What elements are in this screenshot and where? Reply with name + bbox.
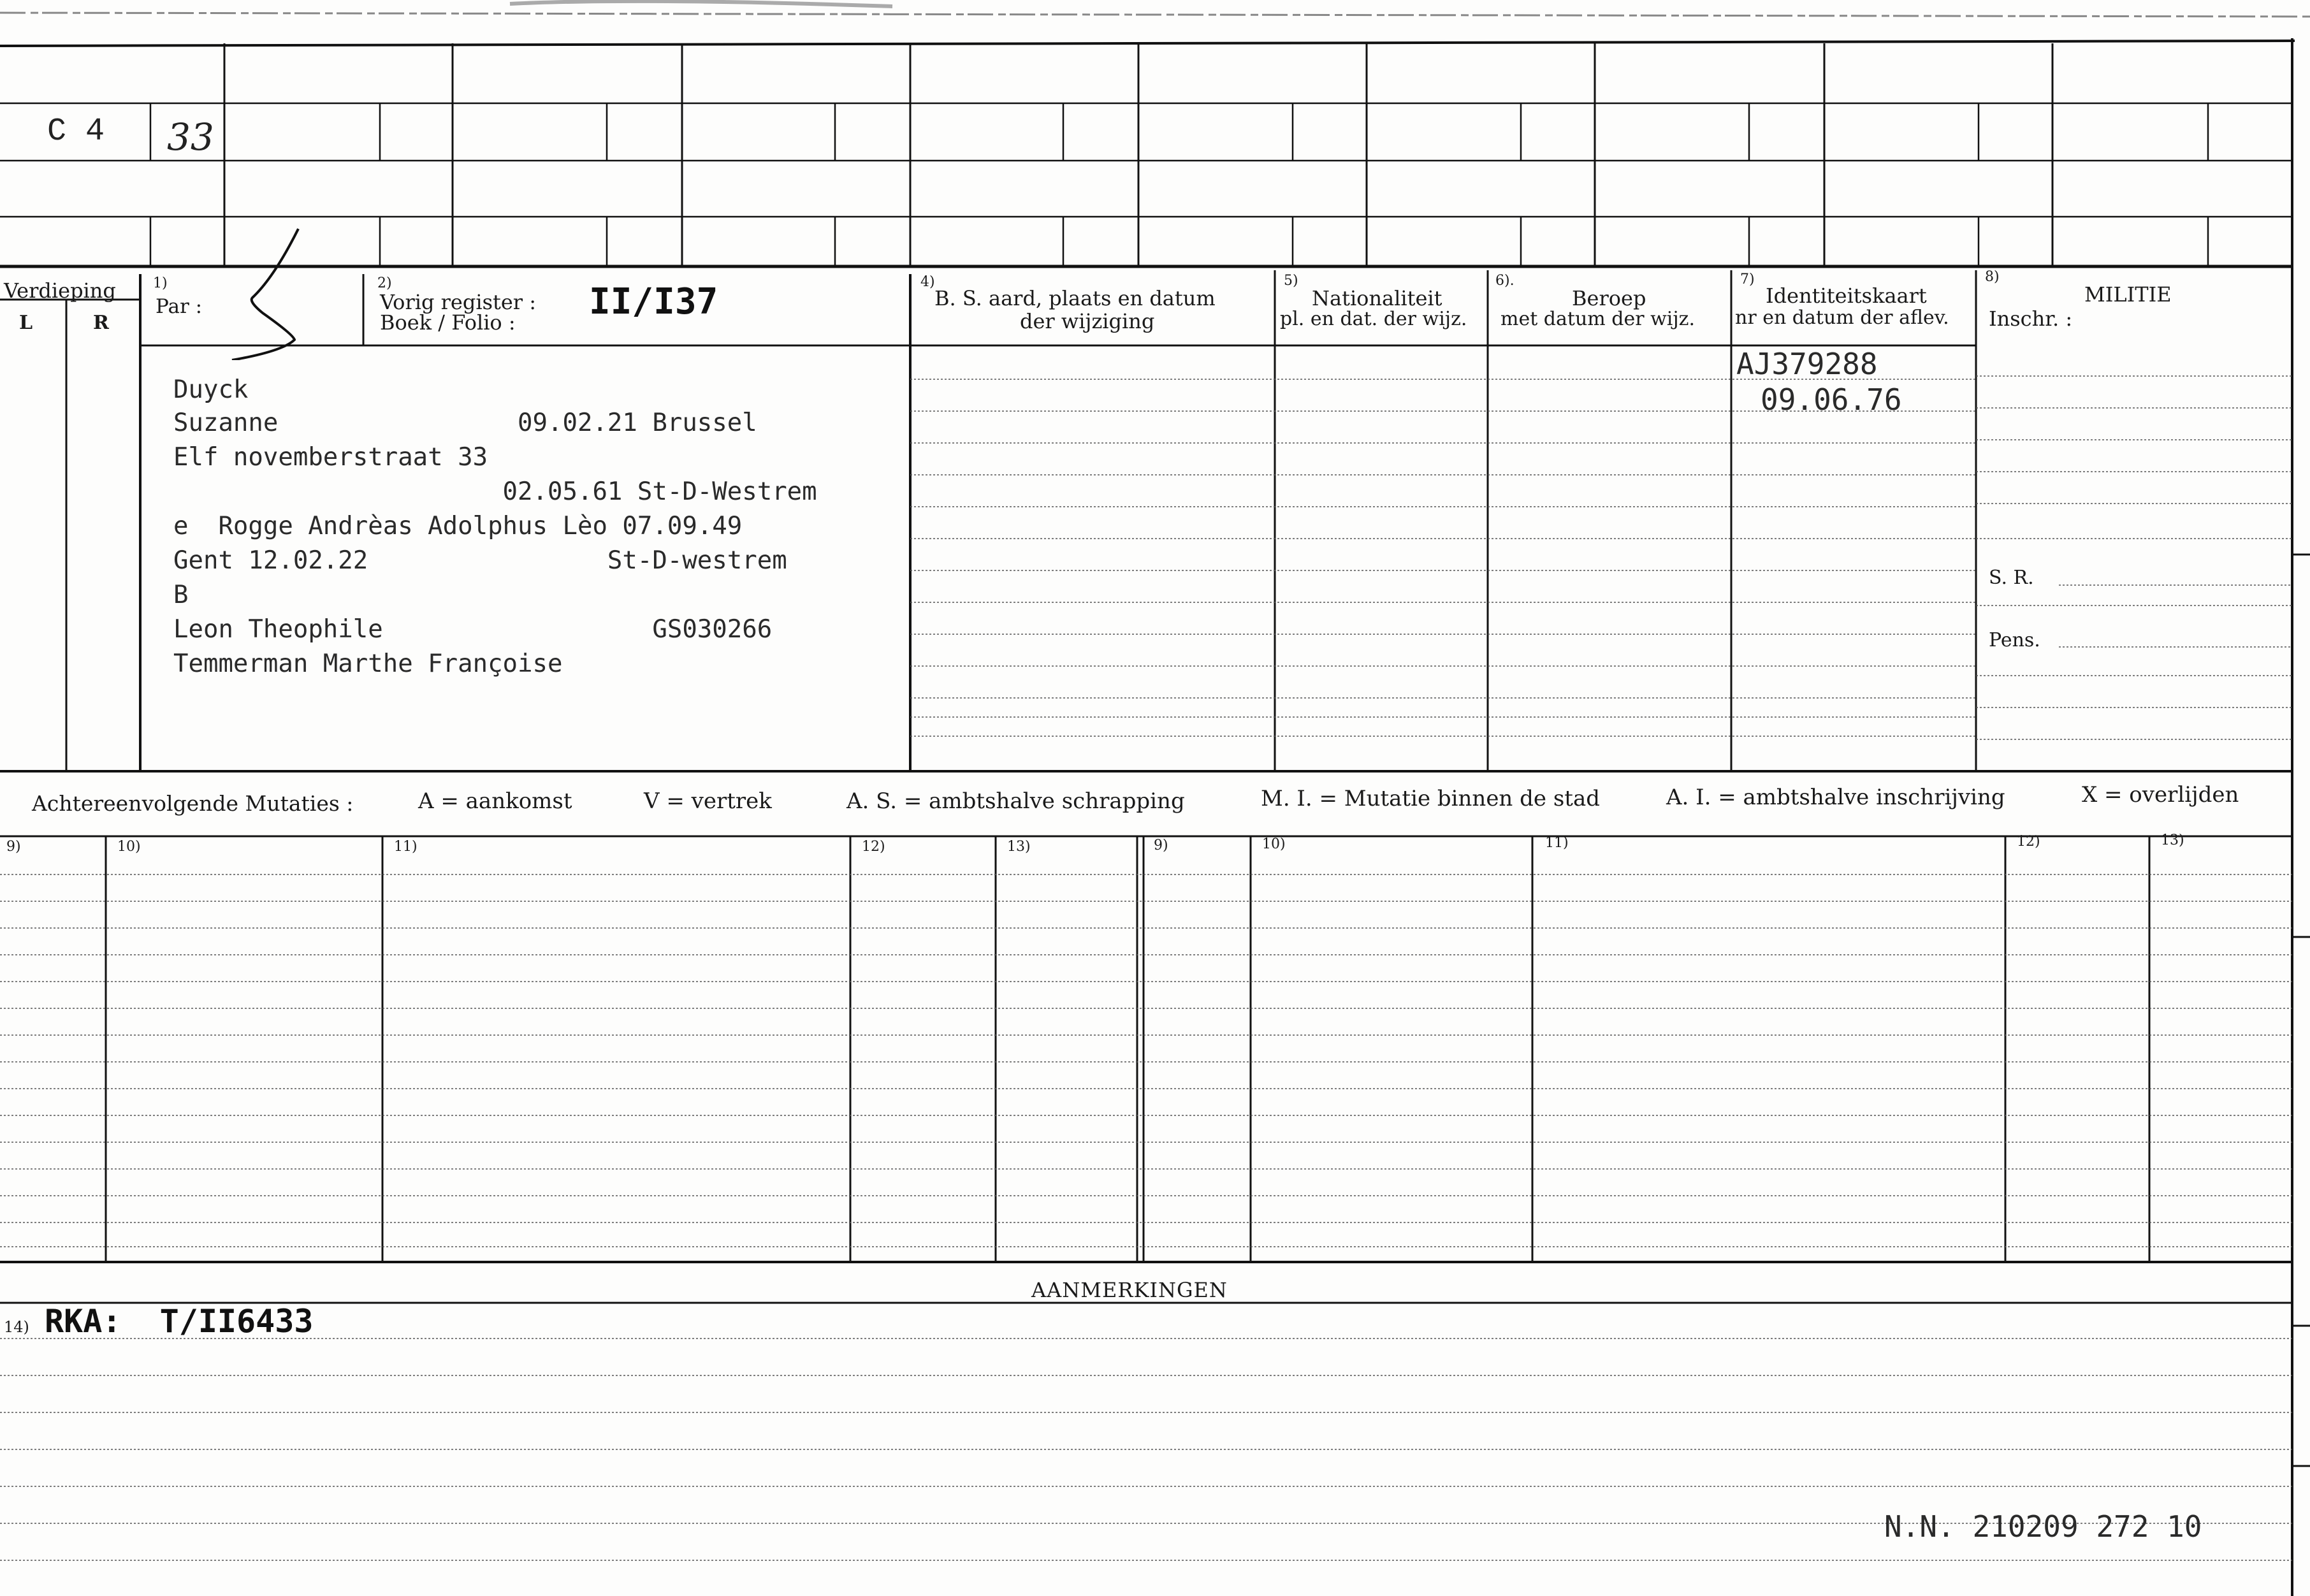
person-line-6: Gent 12.02.22 St-D-westrem <box>173 546 787 575</box>
person-line-2: Suzanne 09.02.21 Brussel <box>173 409 757 437</box>
field-number-6: 6). <box>1495 273 1515 289</box>
beroep-line2: met datum der wijz. <box>1500 308 1695 330</box>
verdieping-label: Verdieping <box>4 279 116 303</box>
boek-folio-label: Boek / Folio : <box>380 310 516 335</box>
par-label: Par : <box>156 295 203 318</box>
person-line-5: e Rogge Andrèas Adolphus Lèo 07.09.49 <box>173 512 743 540</box>
id-card-number: AJ379288 <box>1736 347 1878 381</box>
person-line-1: Duyck <box>173 375 249 404</box>
field-number-2: 2) <box>377 275 392 291</box>
person-line-4: 02.05.61 St-D-Westrem <box>173 477 817 506</box>
field-number-8: 8) <box>1985 269 2000 285</box>
mut-right-col-11: 11) <box>1545 835 1569 851</box>
nationaliteit-line2: pl. en dat. der wijz. <box>1280 308 1467 330</box>
field-number-14: 14) <box>4 1318 29 1336</box>
person-line-8: Leon Theophile GS030266 <box>173 615 773 644</box>
person-line-9: Temmerman Marthe Françoise <box>173 649 563 678</box>
mut-right-col-10: 10) <box>1262 836 1286 852</box>
pens-label: Pens. <box>1989 629 2040 651</box>
mut-left-col-10: 10) <box>117 839 141 855</box>
mut-left-col-9: 9) <box>6 839 21 855</box>
identiteitskaart-line1: Identiteitskaart <box>1766 284 1927 308</box>
mutations-label: Achtereenvolgende Mutaties : <box>32 791 354 816</box>
vorig-register-label: Vorig register : <box>380 290 537 314</box>
col-l-label: L <box>19 312 33 334</box>
legend-ambtshalve-inschrijving: A. I. = ambtshalve inschrijving <box>1666 785 2005 810</box>
code-cell-a: C 4 <box>47 113 105 150</box>
person-line-3: Elf novemberstraat 33 <box>173 443 488 472</box>
legend-mutatie-binnen-stad: M. I. = Mutatie binnen de stad <box>1261 786 1600 811</box>
bs-header-line1: B. S. aard, plaats en datum <box>934 286 1216 310</box>
field-number-5: 5) <box>1284 273 1298 289</box>
handwritten-paraph <box>229 226 319 360</box>
legend-ambtshalve-schrapping: A. S. = ambtshalve schrapping <box>846 788 1185 814</box>
nationaliteit-line1: Nationaliteit <box>1312 286 1442 310</box>
mut-right-col-12: 12) <box>2017 834 2040 850</box>
person-line-7: B <box>173 581 189 609</box>
mut-left-col-11: 11) <box>394 839 418 855</box>
code-cell-b: 33 <box>167 115 214 159</box>
national-number: N.N. 210209 272 10 <box>1884 1509 2202 1544</box>
legend-vertrek: V = vertrek <box>644 788 772 814</box>
rka-reference: RKA: T/II6433 <box>45 1303 314 1340</box>
mut-right-col-13: 13) <box>2161 832 2184 848</box>
field-number-1: 1) <box>153 275 168 291</box>
militie-label: MILITIE <box>2084 282 2172 307</box>
mut-left-col-13: 13) <box>1007 839 1031 855</box>
mut-right-col-9: 9) <box>1154 838 1168 853</box>
id-card-date: 09.06.76 <box>1761 382 1902 417</box>
beroep-line1: Beroep <box>1572 286 1646 310</box>
field-number-4: 4) <box>920 274 935 290</box>
legend-overlijden: X = overlijden <box>2082 782 2239 808</box>
col-r-label: R <box>93 312 109 334</box>
register-value: II/I37 <box>589 281 718 323</box>
inschr-label: Inschr. : <box>1989 307 2073 331</box>
aanmerkingen-title: AANMERKINGEN <box>1031 1278 1228 1302</box>
field-number-7: 7) <box>1740 272 1755 287</box>
identiteitskaart-line2: nr en datum der aflev. <box>1735 307 1949 329</box>
bs-header-line2: der wijziging <box>1020 309 1155 333</box>
sr-label: S. R. <box>1989 567 2034 589</box>
legend-aankomst: A = aankomst <box>418 788 572 814</box>
mut-left-col-12: 12) <box>862 839 885 855</box>
